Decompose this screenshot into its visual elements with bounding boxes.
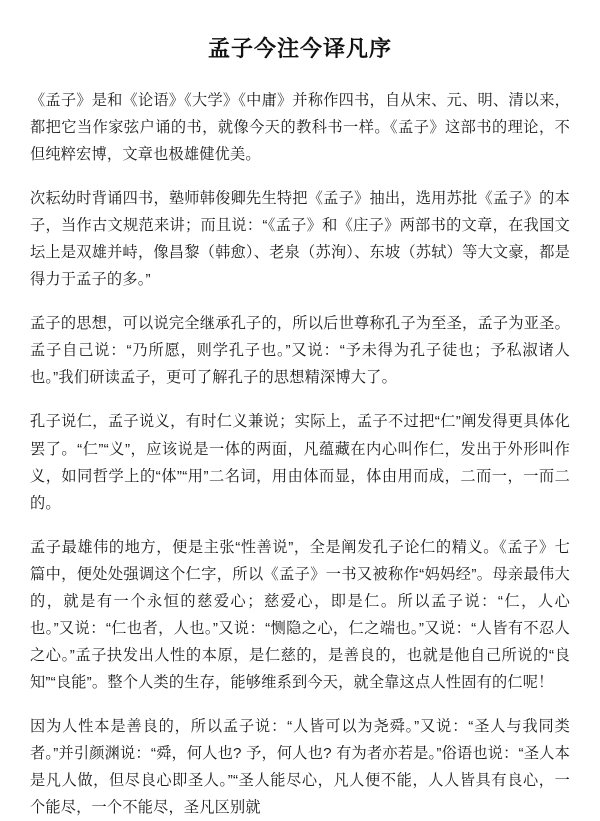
paragraph: 孔子说仁，孟子说义，有时仁义兼说；实际上，孟子不过把“仁”阐发得更具体化罢了。“仁”“义”，应该说是一体的两面，凡蕴藏在内心叫作仁，发出于外形叫作义，如同哲学上的“体”“用”二名词，用由体而显，体由用而成，二而一，一而二的。: [30, 413, 570, 512]
paragraph: 因为人性本是善良的，所以孟子说：“人皆可以为尧舜。”又说：“圣人与我同类者。”并引颜渊说：“舜，何人也? 予，何人也? 有为者亦若是。”俗语也说：“圣人本是凡人做，但尽良心即圣人。”“圣人能尽心，凡人便不能，人人皆具有良心，一个能尽，一个不能尽，圣凡区别就: [30, 717, 570, 817]
paragraph: 孟子的思想，可以说完全继承孔子的，所以后世尊称孔子为至圣，孟子为亚圣。孟子自己说：“乃所愿，则学孔子也。”又说：“予未得为孔子徒也；予私淑诸人也。”我们研读孟子，更可了解孔子的思想精深博大了。: [30, 315, 570, 387]
paragraph: 次耘幼时背诵四书，塾师韩俊卿先生特把《孟子》抽出，选用苏批《孟子》的本子，当作古文规范来讲；而且说：“《孟子》和《庄子》两部书的文章，在我国文坛上是双雄并峙，像昌黎（韩愈）、老泉（苏洵）、东坡（苏轼）等大文豪，都是得力于孟子的多。”: [30, 190, 570, 289]
paragraph: 《孟子》是和《论语》《大学》《中庸》并称作四书，自从宋、元、明、清以来，都把它当作家弦户诵的书，就像今天的教科书一样。《孟子》这部书的理论，不但纯粹宏博，文章也极雄健优美。: [30, 92, 570, 164]
document-body: [30, 87, 570, 821]
paragraph: 孟子最雄伟的地方，便是主张“性善说”，全是阐发孔子论仁的精义。《孟子》七篇中，便处处强调这个仁字，所以《孟子》一书又被称作“妈妈经”。母亲最伟大的，就是有一个永恒的慈爱心；慈爱心，即是仁。所以孟子说：“仁，人心也。”又说：“仁也者，人也。”又说：“恻隐之心，仁之端也。”又说：“人皆有不忍人之心。”孟子抉发出人性的本原，是仁慈的，是善良的，也就是他自己所说的“良知”“良能”。整个人类的生存，能够维系到今天，就全靠这点人性固有的仁呢！: [30, 538, 570, 691]
page-title: 孟子今注今译凡序: [207, 36, 392, 61]
